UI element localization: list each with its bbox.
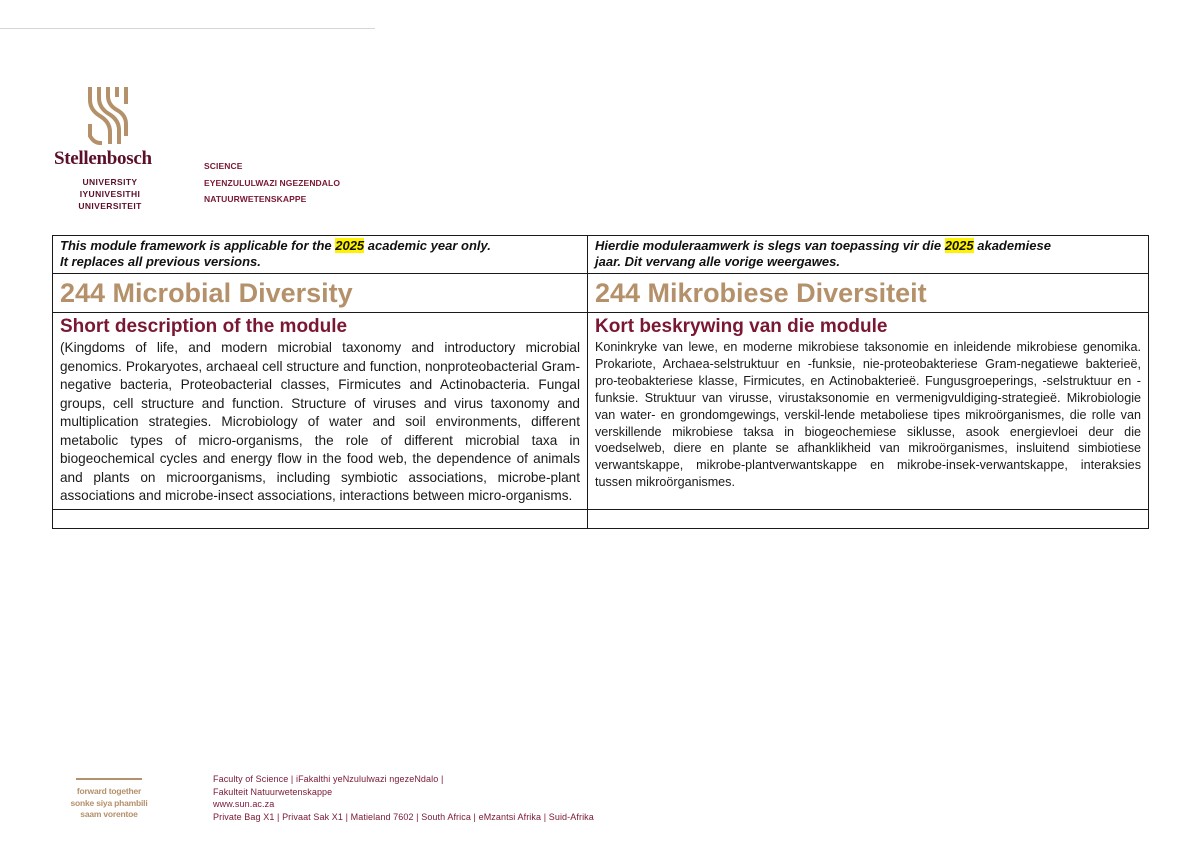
- top-divider: [0, 28, 375, 29]
- empty-row: [53, 509, 1149, 528]
- module-title-af: 244 Mikrobiese Diversiteit: [595, 278, 927, 308]
- notice-cell-af: [588, 236, 1149, 274]
- year-highlight: 2025: [944, 238, 974, 253]
- university-languages: UNIVERSITY IYUNIVESITHI UNIVERSITEIT: [78, 177, 142, 211]
- notice-cell-en: [53, 236, 588, 274]
- description-cell-en: [53, 313, 588, 510]
- footer-divider: [76, 778, 142, 780]
- description-heading-en: Short description of the module: [60, 316, 348, 337]
- title-cell-en: [53, 274, 588, 313]
- website-link[interactable]: www.sun.ac.za: [213, 799, 275, 810]
- faculty-name: SCIENCE EYENZULULWAZI NGEZENDALO NATUURWETENSKAPPE: [204, 161, 341, 204]
- title-cell-af: [588, 274, 1149, 313]
- description-text-en: (Kingdoms of life, and modern microbial taxonomy and introductory microbial genomics. Prokaryotes, archaeal cell structure and function, nonproteobacterial Gram-negative bacteria, Proteobacterial classes, Firmicutes and Actinobacteria. Fungal groups, cell structure and function. Structure of viruses and virus taxonomy and multiplication strategies. Microbiology of water and soil environments, different metabolic types of micro-organisms, the role of different microbial taxa in biogeochemical cycles and energy flow in the food web, the dependence of animals and plants on microorganisms, including symbiotic associations, microbe-plant associations and microbe-insect associations, interactions between micro-organisms.: [60, 340, 580, 503]
- notice-en: This module framework is applicable for the 2025 academic year only. It replaces all previous versions.: [60, 238, 491, 269]
- university-wordmark: Stellenbosch: [54, 148, 152, 169]
- empty-cell-af: [588, 509, 1149, 528]
- stellenbosch-crest-icon: [86, 86, 132, 146]
- module-framework-table: [52, 235, 1149, 529]
- notice-af: Hierdie moduleraamwerk is slegs van toepassing vir die 2025 akademiese jaar. Dit vervang alle vorige weergawes.: [595, 238, 1051, 269]
- notice-row: [53, 236, 1149, 274]
- empty-cell-en: [53, 509, 588, 528]
- footer-tagline: forward together sonke siya phambili saam vorentoe: [70, 786, 148, 819]
- year-highlight: 2025: [335, 238, 365, 253]
- module-title-en: 244 Microbial Diversity: [60, 278, 353, 308]
- title-row: [53, 274, 1149, 313]
- footer-address: Faculty of Science | iFakalthi yeNzululwazi ngezeNdalo | Fakulteit Natuurwetenskappe www.sun.ac.za Private Bag X1 | Privaat Sak X1 | Matieland 7602 | South Africa | eMzantsi Afrika | Suid-Afrika: [213, 774, 594, 822]
- description-text-af: Koninkryke van lewe, en moderne mikrobiese taksonomie en inleidende mikrobiese genomika. Prokariote, Archaea-selstruktuur en -funksie, nie-proteobakteriese Gram-negatiewe bakterieë, pro-teobakteriese klasse, Firmicutes, en Actinobakterieë. Fungusgroeperings, -selstruktuur en -funksie. Struktuur van virusse, virustaksonomie en vermenigvuldiging-strategieë. Mikrobiologie van water- en grondomgewings, verskil-lende metaboliese tipes mikroörganismes, die rolle van verskillende mikrobiese taksa in biogeochemiese siklusse, asook energievloei deur die voedselweb, diere en plante se afhanklikheid van mikroörganismes, insluitend simbiotiese verwantskappe, mikrobe-plantverwantskappe en mikrobe-insek-verwantskappe, interaksies tussen mikroörganismes.: [595, 340, 1141, 490]
- description-heading-af: Kort beskrywing van die module: [595, 316, 888, 337]
- description-row: [53, 313, 1149, 510]
- description-cell-af: [588, 313, 1149, 510]
